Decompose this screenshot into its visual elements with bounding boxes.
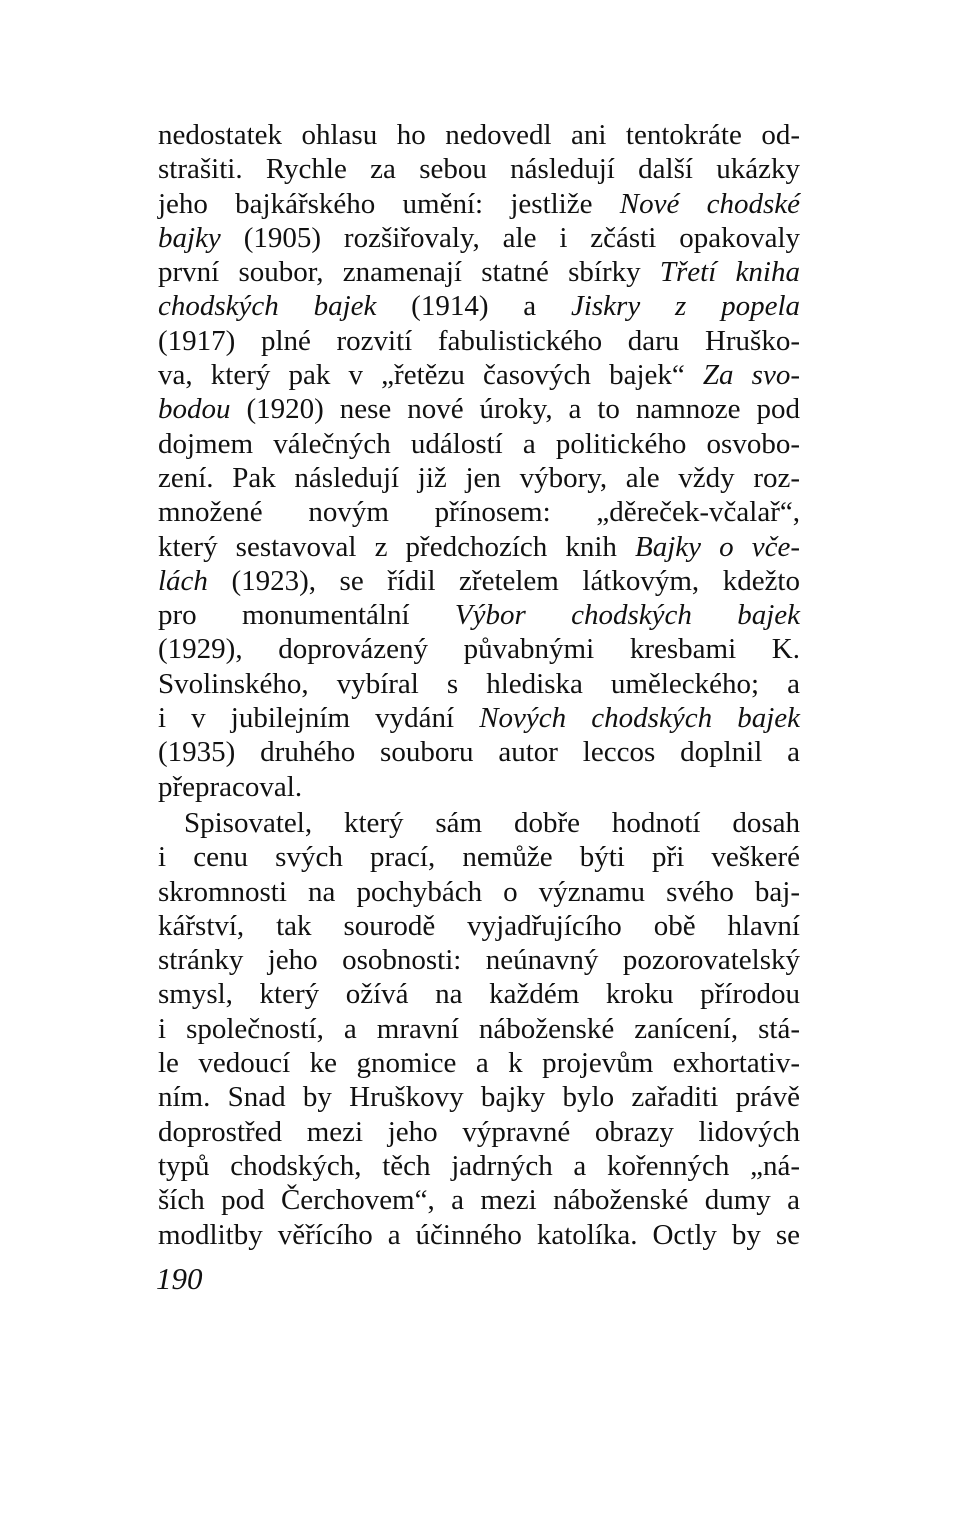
italic-title: bajky [158, 221, 221, 254]
text-run: va, který pak v „řetězu časových bajek“ [158, 359, 703, 392]
text-run: (1923), se řídil zřetelem látkovým, kdežto [207, 564, 800, 597]
text-run: který sestavoval z předchozích knih [158, 530, 636, 563]
italic-title: chodských bajek [158, 290, 377, 323]
text-run: i společností, a mravní náboženské zanícení, stá- [158, 1012, 800, 1045]
text-line [158, 358, 800, 392]
text-line [158, 806, 800, 840]
text-run: Svolinského, vybíral s hlediska uměleckého; a [158, 667, 800, 700]
italic-title: Bajky o vče- [635, 530, 800, 563]
page-number: 190 [156, 1261, 203, 1296]
text-run: le vedoucí ke gnomice a k projevům exhortativ- [158, 1047, 800, 1080]
text-line [158, 1046, 800, 1080]
text-run: ním. Snad by Hruškovy bajky bylo zařaditi právě [158, 1081, 800, 1114]
text-run: pro monumentální [158, 599, 455, 632]
text-line [158, 943, 800, 977]
italic-title: Třetí kniha [659, 256, 800, 289]
text-line [158, 840, 800, 874]
text-line [158, 495, 800, 529]
text-run: doprostřed mezi jeho výpravné obrazy lidových [158, 1115, 800, 1148]
italic-title: Nových chodských bajek [479, 702, 801, 735]
text-line [158, 187, 800, 221]
text-line [158, 392, 800, 426]
text-line [158, 564, 800, 598]
text-run: nedostatek ohlasu ho nedovedl ani tentokráte od- [158, 119, 800, 151]
italic-title: bodou [158, 393, 231, 426]
italic-title: Výbor chodských bajek [454, 599, 800, 632]
text-line [158, 255, 800, 289]
text-line [158, 735, 800, 769]
text-run: i cenu svých prací, nemůže býti při veškeré [158, 841, 800, 874]
text-line [158, 977, 800, 1011]
italic-title: Za svo- [702, 359, 800, 392]
text-run: ších pod Čerchovem“, a mezi náboženské dumy a [158, 1184, 800, 1217]
italic-title: Nové chodské [619, 187, 800, 220]
text-line [158, 770, 800, 804]
text-line [158, 667, 800, 701]
text-run: kářství, tak sourodě vyjadřujícího obě hlavní [158, 909, 800, 942]
text-line [158, 701, 800, 735]
text-run: stránky jeho osobnosti: neúnavný pozorovatelský [158, 944, 800, 977]
text-run: přepracoval. [158, 770, 303, 803]
text-line [158, 632, 800, 666]
text-run: smysl, který ožívá na každém kroku přírodou [158, 978, 800, 1011]
body-text [158, 118, 800, 1252]
italic-title: Jiskry z popela [570, 290, 800, 323]
text-line [158, 118, 800, 152]
text-run: zení. Pak následují již jen výbory, ale vždy roz- [158, 461, 800, 494]
text-run: (1920) nese nové úroky, a to namnoze pod [230, 393, 800, 426]
text-run: typů chodských, těch jadrných a kořenných „ná- [158, 1149, 800, 1182]
text-line [158, 909, 800, 943]
text-line [158, 1183, 800, 1217]
text-line [158, 221, 800, 255]
text-line [158, 289, 800, 323]
text-line [158, 875, 800, 909]
text-run: dojmem válečných událostí a politického osvobo- [158, 427, 800, 460]
text-line [158, 427, 800, 461]
text-run: (1935) druhého souboru autor leccos doplnil a [158, 736, 800, 769]
text-line [158, 461, 800, 495]
text-line [158, 1115, 800, 1149]
text-line [158, 598, 800, 632]
text-run: (1914) a [376, 290, 571, 323]
text-line [158, 1080, 800, 1114]
text-run: (1929), doprovázený půvabnými kresbami K. [158, 633, 800, 666]
text-line [158, 1218, 800, 1252]
text-run: i v jubilejním vydání [158, 702, 480, 735]
text-run: strašiti. Rychle za sebou následují další ukázky [158, 153, 800, 186]
text-run: (1905) rozšiřovaly, ale i zčásti opakovaly [220, 221, 800, 254]
text-line [158, 1012, 800, 1046]
text-line [158, 324, 800, 358]
text-run: skromnosti na pochybách o významu svého baj- [158, 875, 800, 908]
text-run: množené novým přínosem: „děreček-včalař“, [158, 496, 800, 529]
text-run: první soubor, znamenají statné sbírky [158, 256, 660, 289]
text-run: (1917) plné rozvití fabulistického daru Hruško- [158, 324, 800, 357]
text-run: modlitby věřícího a účinného katolíka. Octly by se [158, 1218, 800, 1251]
text-line [158, 1149, 800, 1183]
text-run: jeho bajkářského umění: jestliže [158, 187, 620, 220]
italic-title: lách [158, 564, 208, 597]
text-line [158, 152, 800, 186]
text-line [158, 530, 800, 564]
text-run: Spisovatel, který sám dobře hodnotí dosah [184, 806, 800, 839]
